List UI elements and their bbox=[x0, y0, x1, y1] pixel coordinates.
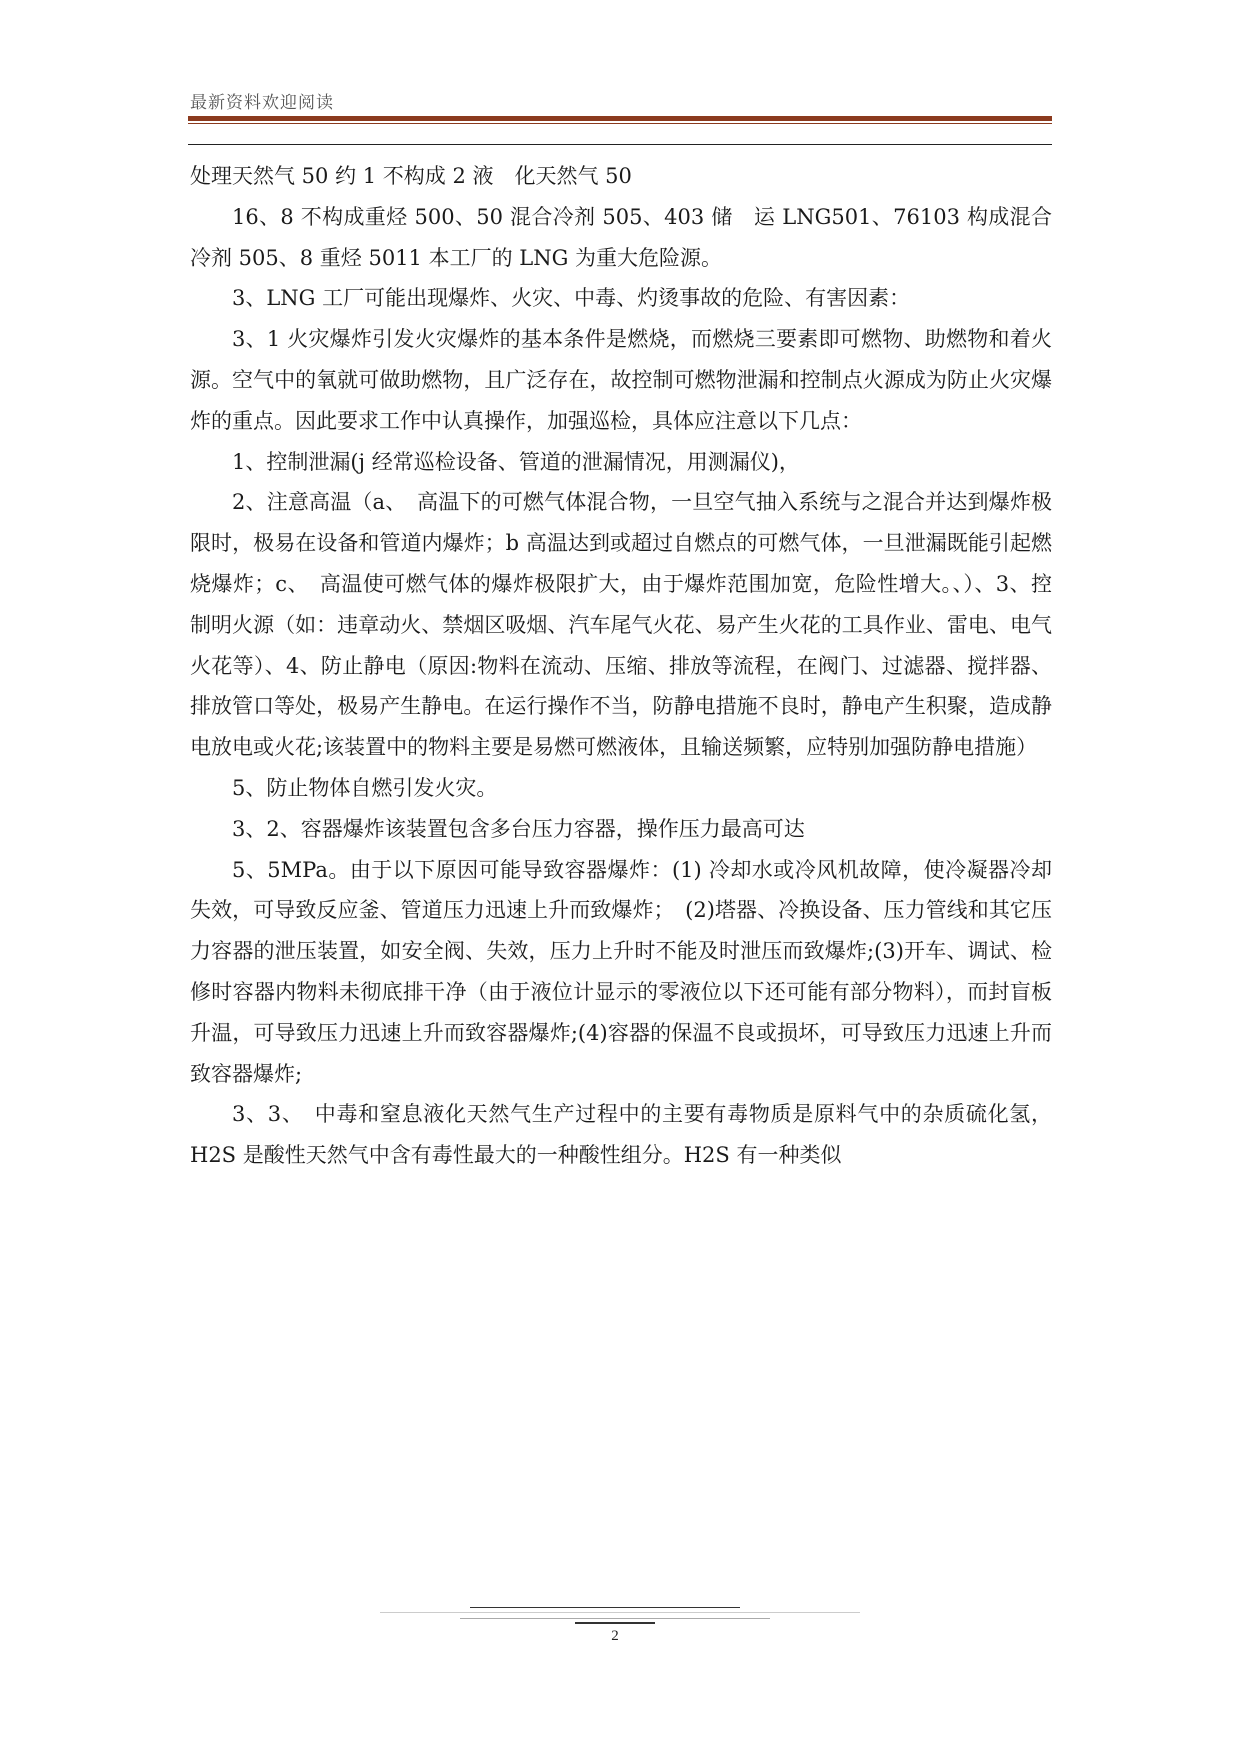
header-rule-thick bbox=[188, 116, 1052, 121]
page-number: 2 bbox=[611, 1628, 619, 1644]
paragraph-10: 3、3、 中毒和窒息液化天然气生产过程中的主要有毒物质是原料气中的杂质硫化氢，H2S 是酸性天然气中含有毒性最大的一种酸性组分。H2S 有一种类似 bbox=[190, 1102, 1052, 1168]
paragraph-3: 3、LNG 工厂可能出现爆炸、火灾、中毒、灼烫事故的危险、有害因素： bbox=[232, 286, 911, 311]
footer-rule-short bbox=[575, 1622, 655, 1624]
header-rule-thin bbox=[188, 123, 1052, 124]
document-body bbox=[190, 156, 1052, 1176]
paragraph-2: 16、8 不构成重烃 500、50 混合冷剂 505、403 储 运 LNG501、76103 构成混合冷剂 505、8 重烃 5011 本工厂的 LNG 为重大危险源。 bbox=[190, 204, 1052, 270]
header-title: 最新资料欢迎阅读 bbox=[190, 93, 334, 113]
paragraph-9: 5、5MPa。由于以下原因可能导致容器爆炸：(1) 冷却水或冷风机故障，使冷凝器冷却失效，可导致反应釜、管道压力迅速上升而致爆炸； (2)塔器、冷换设备、压力管线和其它压力容器的泄压装置，如安全阀、失效，压力上升时不能及时泄压而致爆炸;(3)开车、调试、检修时容器内物料未彻底排干净（由于液位计显示的零液位以下还可能有部分物料），而封盲板升温，可导致压力迅速上升而致容器爆炸;(4)容器的保温不良或损坏，可导致压力迅速上升而致容器爆炸; bbox=[190, 857, 1052, 1086]
paragraph-8: 3、2、容器爆炸该装置包含多台压力容器，操作压力最高可达 bbox=[232, 816, 805, 841]
paragraph-7: 5、防止物体自燃引发火灾。 bbox=[232, 775, 498, 800]
paragraph-6: 2、注意高温（a、 高温下的可燃气体混合物，一旦空气抽入系统与之混合并达到爆炸极限时，极易在设备和管道内爆炸；b 高温达到或超过自燃点的可燃气体，一旦泄漏既能引起燃烧爆炸；c、 高温使可燃气体的爆炸极限扩大，由于爆炸范围加宽，危险性增大。、）、3、控制明火源（如：违章动火、禁烟区吸烟、汽车尾气火花、易产生火花的工具作业、雷电、电气火花等）、4、防止静电（原因:物料在流动、压缩、排放等流程，在阀门、过滤器、搅拌器、排放管口等处，极易产生静电。在运行操作不当，防静电措施不良时，静电产生积聚，造成静电放电或火花;该装置中的物料主要是易燃可燃液体，且输送频繁，应特别加强防静电措施） bbox=[190, 490, 1052, 760]
footer-rule bbox=[470, 1607, 740, 1608]
header-rule-black bbox=[188, 144, 1052, 145]
footer-rule-faint bbox=[460, 1618, 770, 1619]
paragraph-5: 1、控制泄漏(j 经常巡检设备、管道的泄漏情况，用测漏仪)， bbox=[232, 449, 800, 474]
paragraph-4: 3、1 火灾爆炸引发火灾爆炸的基本条件是燃烧，而燃烧三要素即可燃物、助燃物和着火源。空气中的氧就可做助燃物，且广泛存在，故控制可燃物泄漏和控制点火源成为防止火灾爆炸的重点。因此要求工作中认真操作，加强巡检，具体应注意以下几点： bbox=[190, 327, 1052, 433]
footer-rule-light bbox=[380, 1612, 860, 1613]
paragraph-1: 处理天然气 50 约 1 不构成 2 液 化天然气 50 bbox=[190, 164, 632, 188]
